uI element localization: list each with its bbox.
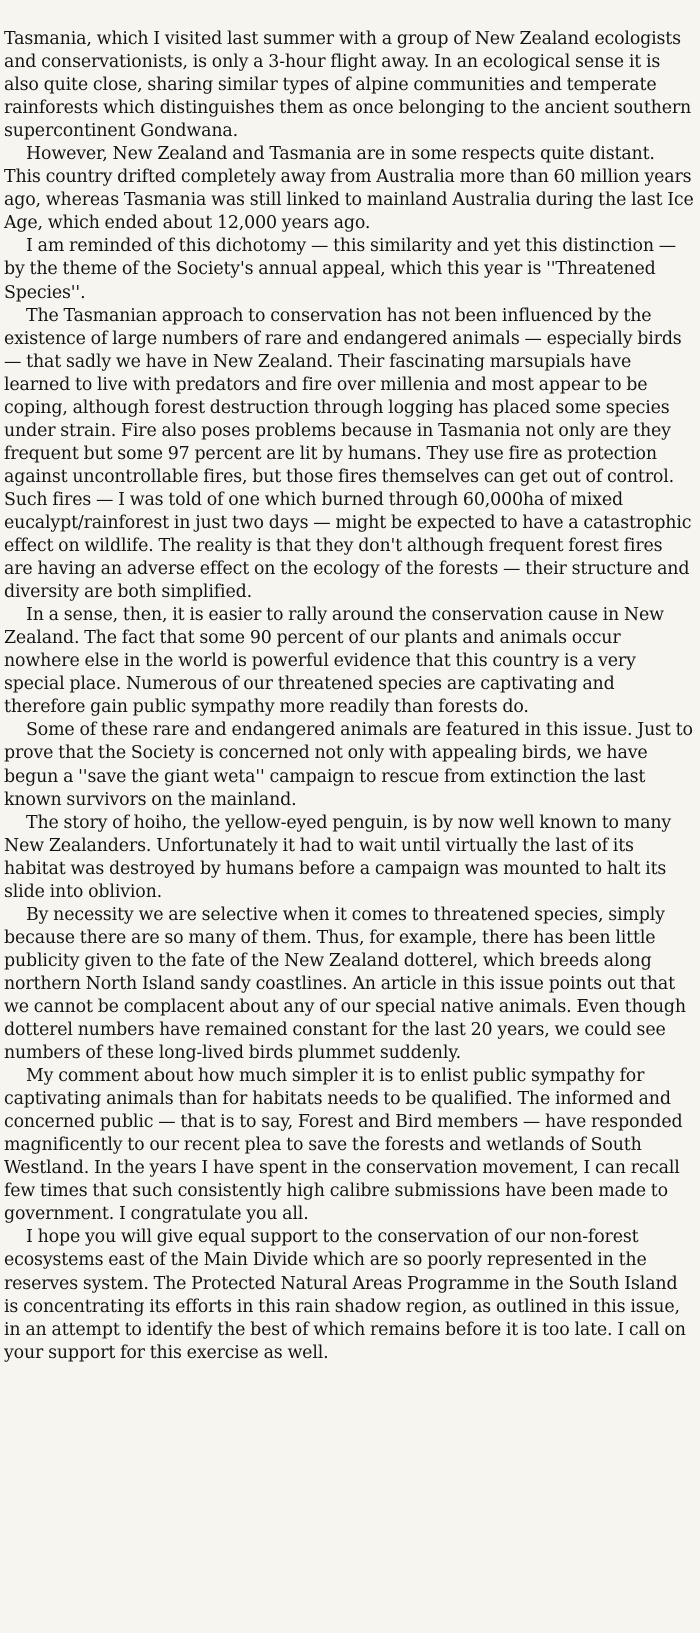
paragraph-closing-appeal: I hope you will give equal support to the conservation of our non-forest ecosystems east of the Main Divide which are so poorly represented in the reserves system. The Protected Natural Areas Programme in the South Island is concentrating its efforts in this rain shadow region, as outlined in this issue, in an attempt to identify the best of which remains before it is too late. I call on your support for this exercise as well. bbox=[4, 1227, 686, 1363]
paragraph-distance: However, New Zealand and Tasmania are in some respects quite distant. This country drifted completely away from Australia more than 60 million years ago, whereas Tasmania was still linked to mainland Australia during the last Ice Age, which ended about 12,000 years ago. bbox=[4, 144, 694, 234]
paragraph-rally-cause: In a sense, then, it is easier to rally around the conservation cause in New Zealand. The fact that some 90 percent of our plants and animals occur nowhere else in the world is powerful evidence that this country is a very special place. Numerous of our threatened species are captivating and therefore gain public sympathy more readily than forests do. bbox=[4, 605, 664, 718]
paragraph-hoiho: The story of hoiho, the yellow-eyed penguin, is by now well known to many New Zealanders. Unfortunately it had to wait until virtually the last of its habitat was destroyed by humans before a campaign was mounted to halt its slide into oblivion. bbox=[4, 812, 672, 902]
paragraph-tasmania-intro: Tasmania, which I visited last summer with a group of New Zealand ecologists and conservationists, is only a 3-hour flight away. In an ecological sense it is also quite close, sharing similar types of alpine communities and temperate rainforests which distinguishes them as once belonging to the ancient southern supercontinent Gondwana. bbox=[4, 29, 692, 142]
paragraph-tasmanian-approach: The Tasmanian approach to conservation has not been influenced by the existence of large numbers of rare and endangered animals — especially birds — that sadly we have in New Zealand. Their fascinating marsupials have learned to live with predators and fire over millenia and most appear to be coping, although forest destruction through logging has placed some species under strain. Fire also poses problems because in Tasmania not only are they frequent but some 97 percent are lit by humans. They use fire as protection against uncontrollable fires, but those fires themselves can get out of control. Such fires — I was told of one which burned through 60,000ha of mixed eucalypt/rainforest in just two days — might be expected to have a catastrophic effect on wildlife. The reality is that they don't although frequent forest fires are having an adverse effect on the ecology of the forests — their structure and diversity are both simplified. bbox=[4, 305, 692, 603]
article-body bbox=[4, 28, 694, 1365]
paragraph-giant-weta: Some of these rare and endangered animals are featured in this issue. Just to prove that the Society is concerned not only with appealing birds, we have begun a ''save the giant weta'' campaign to rescue from extinction the last known survivors on the mainland. bbox=[4, 720, 693, 810]
paragraph-public-sympathy: My comment about how much simpler it is to enlist public sympathy for captivating animals than for habitats needs to be qualified. The informed and concerned public — that is to say, Forest and Bird members — have responded magnificently to our recent plea to save the forests and wetlands of South Westland. In the years I have spent in the conservation movement, I can recall few times that such consistently high calibre submissions have been made to government. I congratulate you all. bbox=[4, 1066, 683, 1225]
paragraph-dichotomy: I am reminded of this dichotomy — this similarity and yet this distinction — by the theme of the Society's annual appeal, which this year is ''Threatened Species''. bbox=[4, 236, 676, 303]
paragraph-dotterel: By necessity we are selective when it comes to threatened species, simply because there are so many of them. Thus, for example, there has been little publicity given to the fate of the New Zealand dotterel, which breeds along northern North Island sandy coastlines. An article in this issue points out that we cannot be complacent about any of our special native animals. Even though dotterel numbers have remained constant for the last 20 years, we could see numbers of these long-lived birds plummet suddenly. bbox=[4, 904, 686, 1064]
